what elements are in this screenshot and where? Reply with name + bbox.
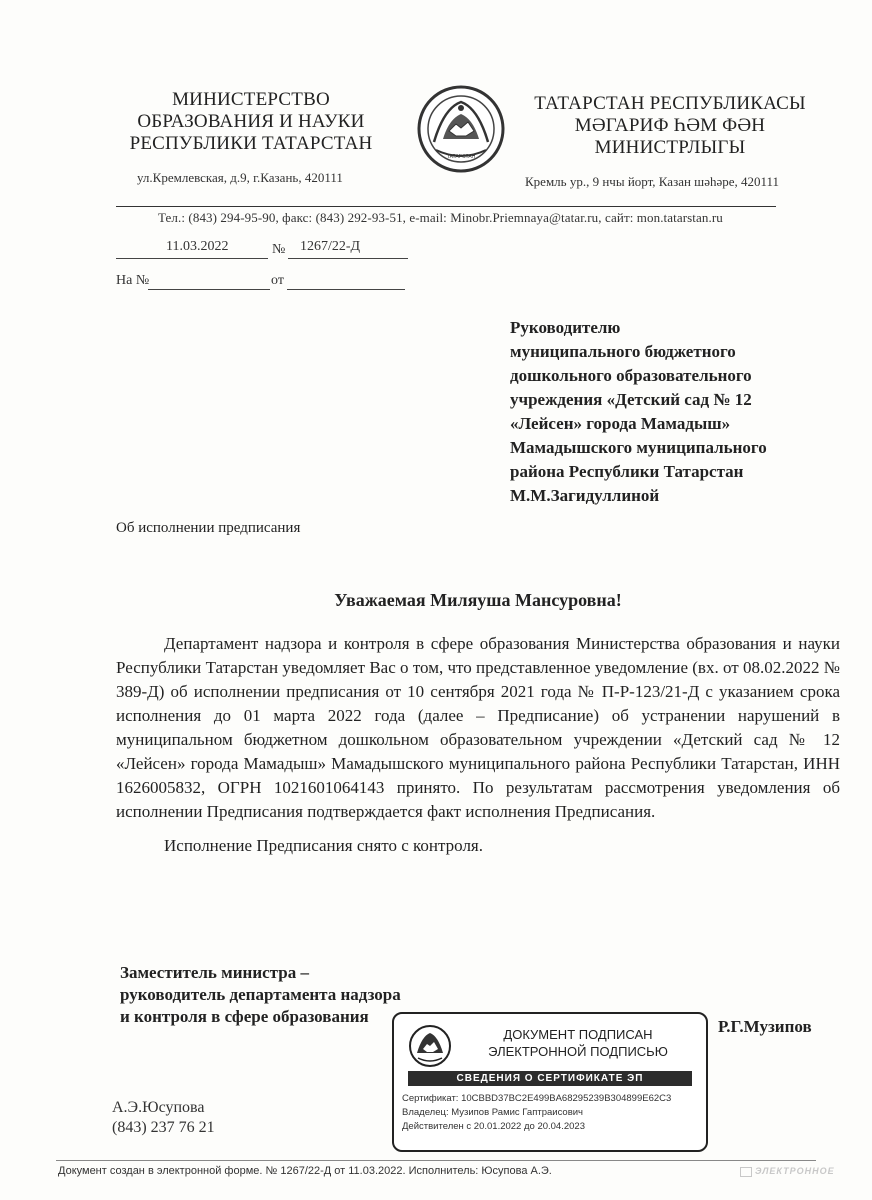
electronic-signature-stamp (392, 1012, 708, 1152)
stamp-certificate: Сертификат: 10CBBD37BC2E499BA68295239B304899E62C3 (402, 1093, 672, 1104)
header-divider (116, 206, 776, 207)
ministry-address-tt: Кремль ур., 9 нчы йорт, Казан шәһәре, 420111 (525, 174, 780, 189)
letter-body (116, 632, 840, 858)
recipient-line: М.М.Загидуллиной (510, 486, 660, 505)
executor-phone: (843) 237 76 21 (112, 1119, 215, 1136)
ministry-name-tt-line: МӘГАРИФ ҺӘМ ФӘН (574, 115, 766, 136)
emblem-caption: ТАТАРСТАН (446, 154, 476, 160)
signatory-title-line: руководитель департамента надзора (120, 985, 401, 1004)
tatarstan-emblem (416, 84, 506, 174)
ministry-name-ru-line: МИНИСТЕРСТВО (172, 89, 330, 110)
incoming-date-field (287, 271, 405, 290)
registration-date: 11.03.2022 (166, 239, 229, 254)
recipient-block (510, 316, 840, 508)
footer-divider (56, 1160, 816, 1161)
ministry-name-ru-line: РЕСПУБЛИКИ ТАТАРСТАН (129, 133, 373, 154)
ministry-name-tt-line: ТАТАРСТАН РЕСПУБЛИКАСЫ (534, 93, 806, 114)
recipient-line: «Лейсен» города Мамадыш» (510, 414, 731, 433)
recipient-line: Мамадышского муниципального (510, 438, 767, 457)
footer-brand-logo (740, 1166, 860, 1184)
salutation: Уважаемая Миляуша Мансуровна! (334, 590, 622, 610)
stamp-emblem (408, 1024, 452, 1068)
incoming-number-label: На № (116, 273, 150, 288)
ministry-name-ru (112, 89, 390, 155)
ministry-address-ru: ул.Кремлевская, д.9, г.Казань, 420111 (137, 170, 343, 185)
recipient-line: района Республики Татарстан (510, 462, 744, 481)
signatory-title-line: Заместитель министра – (120, 963, 309, 982)
body-paragraph: Исполнение Предписания снято с контроля. (164, 836, 483, 855)
footer-note: Документ создан в электронной форме. № 1267/22-Д от 11.03.2022. Исполнитель: Юсупова А.Э. (58, 1165, 552, 1177)
stamp-certificate-bar: СВЕДЕНИЯ О СЕРТИФИКАТЕ ЭП (408, 1071, 692, 1086)
recipient-line: учреждения «Детский сад № 12 (510, 390, 752, 409)
footer-brand-icon (740, 1167, 752, 1177)
recipient-line: муниципального бюджетного (510, 342, 736, 361)
registration-number: 1267/22-Д (300, 239, 361, 254)
contact-info: Тел.: (843) 294-95-90, факс: (843) 292-93-51, e-mail: Minobr.Priemnaya@tatar.ru, сайт: mon.tatarstan.ru (158, 210, 723, 225)
body-paragraph: Департамент надзора и контроля в сфере образования Министерства образования и науки Республики Татарстан уведомляет Вас о том, что представленное уведомление (вх. от 08.02.2022 № 389-Д) об исполнении предписания от 10 сентября 2021 года № П-Р-123/21-Д с указанием срока исполнения до 01 марта 2022 года (далее – Предписание) об устранении нарушений в муниципальном бюджетном дошкольном образовательном учреждении «Детский сад № 12 «Лейсен» города Мамадыш» Мамадышского муниципального района Республики Татарстан, ИНН 1626005832, ОГРН 1021601064143 принято. По результатам рассмотрения уведомления об исполнении Предписания подтверждается факт исполнения Предписания. (116, 634, 840, 821)
stamp-heading-line: ДОКУМЕНТ ПОДПИСАН (503, 1027, 653, 1042)
incoming-number-field (148, 271, 270, 290)
ministry-name-tt (520, 93, 820, 159)
stamp-heading (458, 1026, 698, 1060)
signatory-name: Р.Г.Музипов (718, 1017, 812, 1036)
stamp-validity: Действителен с 20.01.2022 до 20.04.2023 (402, 1121, 585, 1132)
registration-number-label: № (272, 242, 286, 257)
recipient-line: дошкольного образовательного (510, 366, 752, 385)
snow-leopard-emblem-icon (416, 84, 506, 174)
stamp-heading-line: ЭЛЕКТРОННОЙ ПОДПИСЬЮ (488, 1044, 668, 1059)
executor-name: А.Э.Юсупова (112, 1099, 205, 1116)
recipient-line: Руководителю (510, 318, 621, 337)
footer-brand-text: ЭЛЕКТРОННОЕ (755, 1166, 835, 1176)
stamp-details (402, 1092, 702, 1134)
executor-block (112, 1098, 312, 1138)
incoming-from-label: от (271, 273, 284, 288)
ministry-name-ru-line: ОБРАЗОВАНИЯ И НАУКИ (137, 111, 365, 132)
ministry-name-tt-line: МИНИСТРЛЫГЫ (594, 137, 746, 158)
signatory-title-line: и контроля в сфере образования (120, 1007, 369, 1026)
stamp-emblem-icon (408, 1024, 452, 1068)
stamp-owner: Владелец: Музипов Рамис Гаптраисович (402, 1107, 584, 1118)
letter-subject: Об исполнении предписания (116, 520, 301, 536)
